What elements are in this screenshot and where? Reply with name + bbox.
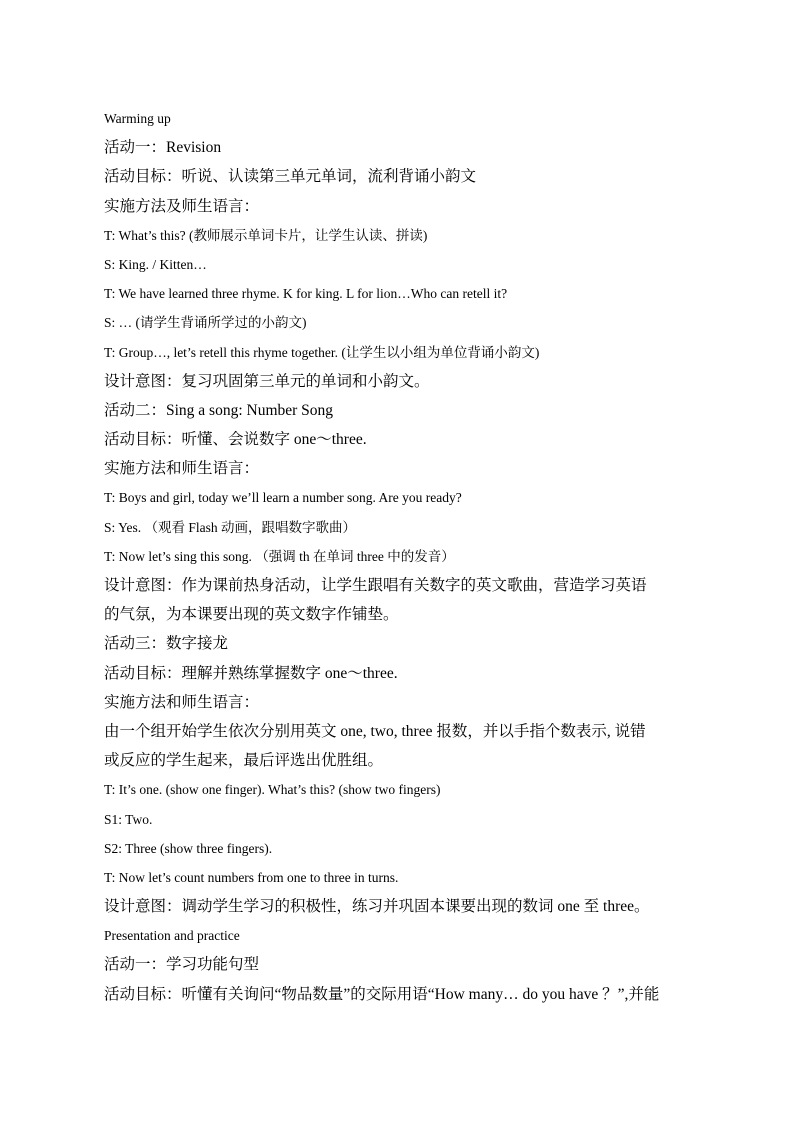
activity-heading: 活动二：Sing a song: Number Song bbox=[104, 401, 334, 419]
dialogue-line: T: Now let’s count numbers from one to three in turns. bbox=[104, 869, 399, 885]
activity-heading: 活动三：数字接龙 bbox=[104, 635, 229, 653]
design-intent: 设计意图：复习巩固第三单元的单词和小韵文。 bbox=[104, 372, 430, 390]
dialogue-line: T: Boys and girl, today we’ll learn a number song. Are you ready? bbox=[104, 490, 462, 506]
activity-goal: 活动目标：听说、认读第三单元单词，流利背诵小韵文 bbox=[104, 168, 477, 186]
method-description-continued: 或反应的学生起来，最后评选出优胜组。 bbox=[104, 752, 384, 770]
section-heading-presentation: Presentation and practice bbox=[104, 928, 240, 944]
dialogue-line: T: We have learned three rhyme. K for king. L for lion…Who can retell it? bbox=[104, 286, 508, 302]
dialogue-line: S: … (请学生背诵所学过的小韵文) bbox=[104, 315, 307, 331]
dialogue-line: S: Yes. （观看 Flash 动画，跟唱数字歌曲） bbox=[104, 519, 357, 535]
activity-goal: 活动目标：听懂、会说数字 one～three. bbox=[104, 431, 367, 449]
activity-goal: 活动目标：听懂有关询问“物品数量”的交际用语“How many… do you have ？”,并能 bbox=[104, 985, 660, 1003]
dialogue-line: T: Group…, let’s retell this rhyme together. (让学生以小组为单位背诵小韵文) bbox=[104, 344, 540, 360]
dialogue-line: S2: Three (show three fingers). bbox=[104, 840, 273, 856]
activity-goal: 活动目标：理解并熟练掌握数字 one～three. bbox=[104, 664, 398, 682]
activity-heading: 活动一：学习功能句型 bbox=[104, 956, 260, 974]
dialogue-line: S: King. / Kitten… bbox=[104, 256, 207, 272]
dialogue-line: T: Now let’s sing this song. （强调 th 在单词 three 中的发音） bbox=[104, 548, 455, 564]
document-page bbox=[104, 104, 724, 1009]
design-intent: 设计意图：作为课前热身活动，让学生跟唱有关数字的英文歌曲，营造学习英语 bbox=[104, 577, 647, 594]
method-heading: 实施方法和师生语言： bbox=[104, 693, 260, 711]
dialogue-line: S1: Two. bbox=[104, 811, 153, 827]
section-heading-warming-up: Warming up bbox=[104, 111, 171, 126]
activity-heading: 活动一：Revision bbox=[104, 139, 222, 157]
dialogue-line: T: What’s this? (教师展示单词卡片，让学生认读、拼读) bbox=[104, 227, 428, 243]
method-heading: 实施方法及师生语言： bbox=[104, 197, 260, 215]
method-description: 由一个组开始学生依次分别用英文 one, two, three 报数，并以手指个数表示, 说错 bbox=[104, 722, 646, 740]
design-intent: 设计意图：调动学生学习的积极性，练习并巩固本课要出现的数词 one 至 three。 bbox=[104, 898, 650, 916]
design-intent-continued: 的气氛，为本课要出现的英文数字作铺垫。 bbox=[104, 606, 399, 624]
method-heading: 实施方法和师生语言： bbox=[104, 460, 260, 478]
dialogue-line: T: It’s one. (show one finger). What’s this? (show two fingers) bbox=[104, 782, 441, 798]
